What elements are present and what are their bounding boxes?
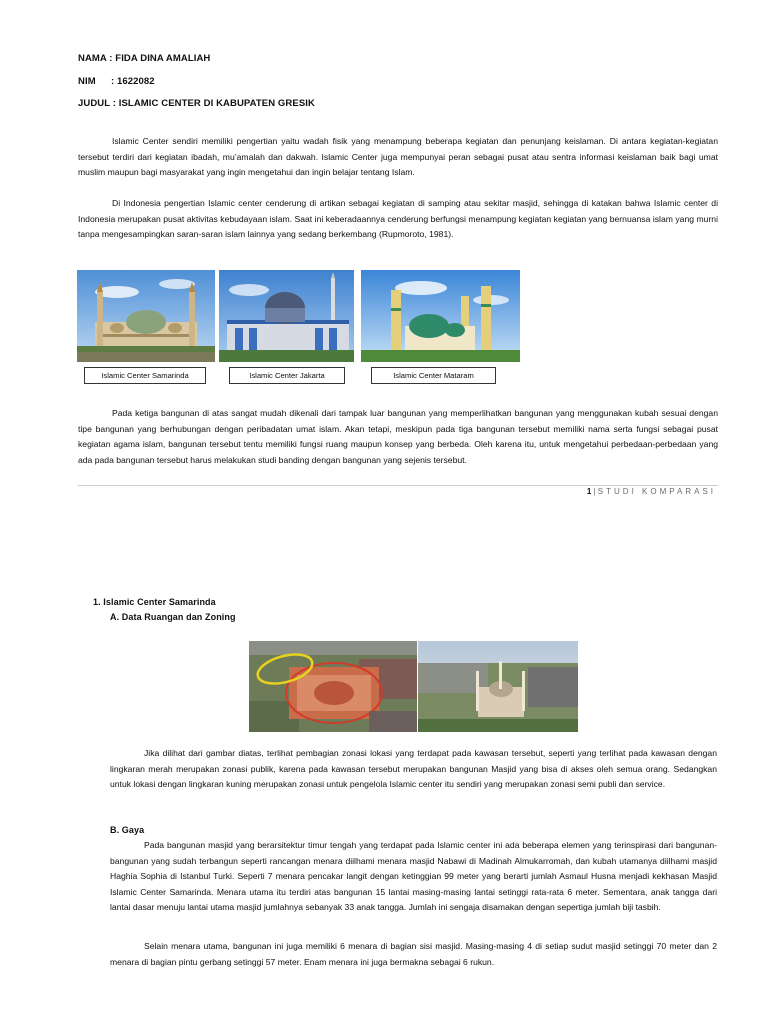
intro-paragraph-1: Islamic Center sendiri memiliki pengertian yaitu wadah fisik yang menampung beberapa kegiatan dan penunjang keislaman. Di antara kegiatan-kegiatan tersebut terdiri dari kegiatan ibadah, mu’amalah dan dakwah. Islamic Center juga mempunyai peran sebagai pusat atau sentra informasi keislaman baik bagi umat muslim maupun bagi masyarakat yang ingin mengetahui dan ingin belajar tentang Islam. — [78, 136, 718, 177]
zoning-paragraph: Jika dilihat dari gambar diatas, terlihat pembagian zonasi lokasi yang terdapat pada kawasan tersebut, seperti yang terlihat pada kawasan dengan lingkaran merah merupakan zonasi publik, karena pada kawasan tersebut merupakan bangunan Masjid yang bisa di akses oleh semua orang. Sedangkan untuk lokasi dengan lingkaran kuning merupakan zonasi untuk pengelola Islamic center itu sendiri yang merupakan zonasi semi publi dan service. — [110, 748, 717, 789]
footer-separator: | — [591, 487, 598, 496]
photo-samarinda — [77, 270, 215, 362]
document-title: JUDUL : ISLAMIC CENTER DI KABUPATEN GRESIK — [78, 98, 315, 109]
student-nim-label: NIM — [78, 76, 96, 87]
student-name: NAMA : FIDA DINA AMALIAH — [78, 53, 211, 64]
footer-title: STUDI KOMPARASI — [597, 487, 716, 496]
style-paragraph-1: Pada bangunan masjid yang berarsitektur timur tengah yang terdapat pada Islamic center ini ada beberapa elemen yang terinspirasi dari bangunan-bangunan yang sudah terbangun seperti rancangan menara diilhami menara masjid Nabawi di Madinah Almukarromah, dan kubah utamanya diilhami masjid Haghia Sophia di Istanbul Turki. Seperti 7 menara pencakar langit dengan ketinggian 99 meter yang berarti jumlah Asmaul Husna menjadi kekhasan Masjid Islamic Center Samarinda. Menara utama itu terdiri atas bangunan 15 lantai masing-masing lantai setinggi rata-rata 6 meter. Sementara, anak tangga dari lantai dasar menuju lantai utama masjid jumlahnya sebanyak 33 anak tangga. Jumlah ini sengaja disamakan dengan sepertiga jumlah biji tasbih. — [110, 840, 717, 912]
caption-samarinda: Islamic Center Samarinda — [84, 367, 206, 384]
style-paragraph-2: Selain menara utama, bangunan ini juga memiliki 6 menara di bagian sisi masjid. Masing-masing 4 di setiap sudut masjid setinggi 70 meter dan 2 menara di bagian pintu gerbang setinggi 57 meter. Enam menara ini juga bermakna sebagai 6 rukun. — [110, 941, 717, 967]
intro-paragraph-2: Di Indonesia pengertian Islamic center cenderung di artikan sebagai kegiatan di samping atau sekitar masjid, sehingga di katakan bahwa Islamic center di Indonesia merupakan pusat aktivitas kebudayaan islam. Saat ini keberadaannya cenderung berfungsi menampung kegiatan kegiatan yang bernuansa islam yang murni tanpa mengesampingkan saran-saran islam lainnya yang sedang berkembang (Rupmoroto, 1981). — [78, 198, 718, 239]
section-heading: 1. Islamic Center Samarinda — [93, 597, 216, 607]
zoning-aerial-photo — [249, 641, 417, 732]
subsection-a-heading: A. Data Ruangan dan Zoning — [110, 612, 236, 622]
page-number: 1 — [586, 487, 592, 496]
photo-jakarta — [219, 270, 354, 362]
page-footer — [587, 487, 716, 496]
caption-mataram: Islamic Center Mataram — [371, 367, 496, 384]
student-nim-value: : 1622082 — [111, 76, 155, 87]
comparison-paragraph: Pada ketiga bangunan di atas sangat mudah dikenali dari tampak luar bangunan yang memperlihatkan bangunan yang menggunakan kubah sesuai dengan tipe bangunan yang berhubungan dengan peribadatan umat islam. Akan tetapi, meskipun pada tiga bangunan tersebut memiliki nama serta fungsi sebagai pusat kegiatan agama islam, bangunan tersebut tentu memiliki fungsi ruang maupun konsep yang berbeda. Oleh karena itu, untuk mengetahui perbedaan-perbedaan yang ada pada bangunan tersebut harus melakukan studi banding dengan bangunan yang sejenis tersebut. — [78, 408, 718, 465]
mosque-aerial-photo — [418, 641, 578, 732]
photo-mataram — [361, 270, 520, 362]
subsection-b-heading: B. Gaya — [110, 825, 145, 835]
footer-divider — [78, 485, 718, 486]
caption-jakarta: Islamic Center Jakarta — [229, 367, 345, 384]
